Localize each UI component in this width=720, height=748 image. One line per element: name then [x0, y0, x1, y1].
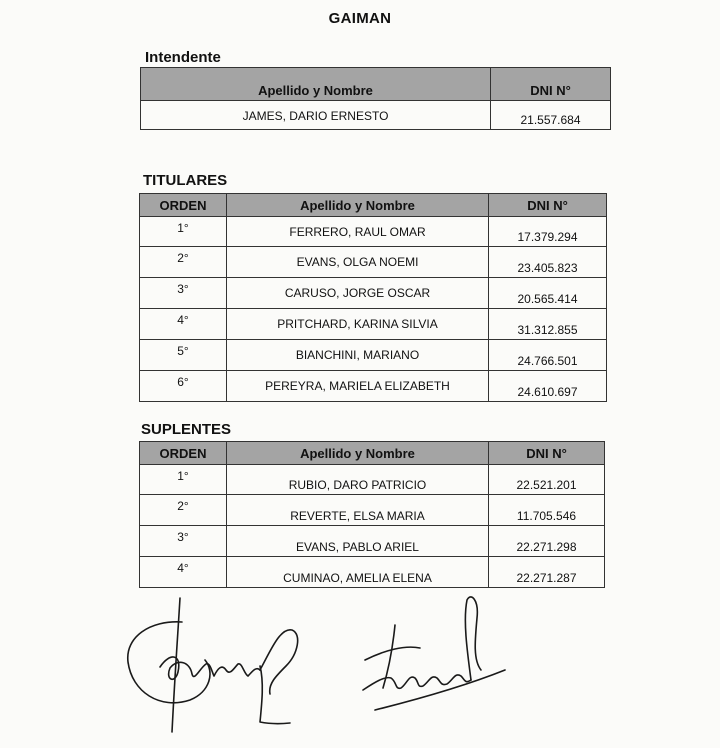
name-cell: EVANS, PABLO ARIEL	[227, 526, 489, 557]
name-cell: CARUSO, JORGE OSCAR	[227, 278, 489, 309]
table-row	[140, 217, 607, 247]
table-row	[140, 278, 607, 309]
name-cell: CUMINAO, AMELIA ELENA	[227, 557, 489, 588]
name-cell: RUBIO, DARO PATRICIO	[227, 465, 489, 495]
table-row	[140, 247, 607, 278]
dni-cell: 24.766.501	[489, 340, 607, 371]
orden-cell: 2°	[140, 495, 227, 526]
suplentes-table	[139, 441, 605, 588]
column-header-dni: DNI N°	[489, 442, 605, 465]
table-row	[141, 101, 611, 130]
table-row	[140, 340, 607, 371]
dni-cell: 17.379.294	[489, 217, 607, 247]
orden-cell: 1°	[140, 217, 227, 247]
column-header-orden: ORDEN	[140, 194, 227, 217]
signature-right	[355, 590, 525, 720]
table-row	[140, 557, 605, 588]
section-title-intendente: Intendente	[145, 49, 221, 66]
dni-cell: 31.312.855	[489, 309, 607, 340]
orden-cell: 2°	[140, 247, 227, 278]
section-title-suplentes: SUPLENTES	[141, 421, 232, 438]
table-row	[140, 309, 607, 340]
column-header-dni: DNI N°	[491, 68, 611, 101]
name-cell: EVANS, OLGA NOEMI	[227, 247, 489, 278]
orden-cell: 4°	[140, 309, 227, 340]
orden-cell: 4°	[140, 557, 227, 588]
dni-cell: 23.405.823	[489, 247, 607, 278]
dni-cell: 11.705.546	[489, 495, 605, 526]
page-title: GAIMAN	[328, 10, 392, 27]
orden-cell: 3°	[140, 278, 227, 309]
table-header-row	[140, 194, 607, 217]
column-header-name: Apellido y Nombre	[227, 442, 489, 465]
orden-cell: 6°	[140, 371, 227, 402]
table-row	[140, 495, 605, 526]
signature-left	[120, 592, 310, 742]
table-row	[140, 526, 605, 557]
orden-cell: 5°	[140, 340, 227, 371]
orden-cell: 1°	[140, 465, 227, 495]
intendente-table	[140, 67, 611, 130]
dni-cell: 22.271.287	[489, 557, 605, 588]
name-cell: JAMES, DARIO ERNESTO	[141, 101, 491, 130]
name-cell: PEREYRA, MARIELA ELIZABETH	[227, 371, 489, 402]
name-cell: REVERTE, ELSA MARIA	[227, 495, 489, 526]
column-header-name: Apellido y Nombre	[141, 68, 491, 101]
dni-cell: 21.557.684	[491, 101, 611, 130]
column-header-name: Apellido y Nombre	[227, 194, 489, 217]
orden-cell: 3°	[140, 526, 227, 557]
table-header-row	[141, 68, 611, 101]
table-header-row	[140, 442, 605, 465]
section-title-titulares: TITULARES	[143, 172, 228, 189]
dni-cell: 22.521.201	[489, 465, 605, 495]
table-row	[140, 371, 607, 402]
name-cell: BIANCHINI, MARIANO	[227, 340, 489, 371]
dni-cell: 20.565.414	[489, 278, 607, 309]
name-cell: PRITCHARD, KARINA SILVIA	[227, 309, 489, 340]
column-header-dni: DNI N°	[489, 194, 607, 217]
name-cell: FERRERO, RAUL OMAR	[227, 217, 489, 247]
dni-cell: 22.271.298	[489, 526, 605, 557]
column-header-orden: ORDEN	[140, 442, 227, 465]
titulares-table	[139, 193, 607, 402]
dni-cell: 24.610.697	[489, 371, 607, 402]
table-row	[140, 465, 605, 495]
